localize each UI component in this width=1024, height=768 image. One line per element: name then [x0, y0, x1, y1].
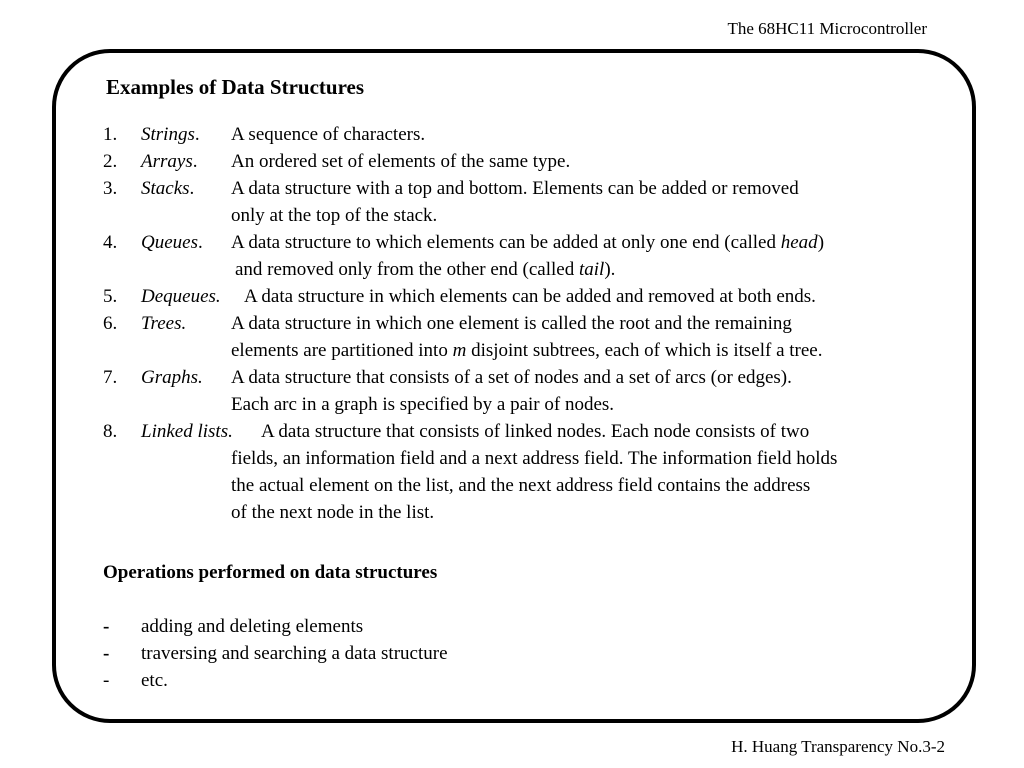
- bullet-item: [0, 613, 1024, 640]
- list-item-continuation: [0, 202, 1024, 229]
- item-term: Strings.: [141, 124, 200, 145]
- list-item-continuation: [0, 472, 1024, 499]
- list-item-continuation: [0, 256, 1024, 283]
- item-description: A data structure to which elements can be added at only one end (called head): [231, 232, 825, 253]
- bullet-text: etc.: [141, 670, 168, 691]
- item-number: 8.: [103, 421, 118, 442]
- list-item: [0, 229, 1024, 256]
- bullet-dash: -: [103, 616, 110, 637]
- item-description-continued: elements are partitioned into m disjoint subtrees, each of which is itself a tree.: [231, 340, 823, 361]
- list-item-continuation: [0, 337, 1024, 364]
- bullet-text: adding and deleting elements: [141, 616, 364, 637]
- slide-footer: H. Huang Transparency No.3-2: [731, 737, 945, 756]
- item-number: 7.: [103, 367, 118, 388]
- slide-title: Examples of Data Structures: [106, 75, 365, 99]
- item-description: An ordered set of elements of the same type.: [231, 151, 571, 172]
- item-description-continued: the actual element on the list, and the next address field contains the address: [231, 475, 811, 496]
- bullet-dash: -: [103, 643, 110, 664]
- item-number: 6.: [103, 313, 118, 334]
- item-description-continued: of the next node in the list.: [231, 502, 435, 523]
- bullet-text: traversing and searching a data structure: [141, 643, 448, 664]
- item-term: Graphs.: [141, 367, 203, 388]
- item-term: Arrays.: [141, 151, 198, 172]
- item-number: 2.: [103, 151, 118, 172]
- list-item: [0, 148, 1024, 175]
- item-description-continued: fields, an information field and a next address field. The information field holds: [231, 448, 838, 469]
- item-description-continued: Each arc in a graph is specified by a pair of nodes.: [231, 394, 615, 415]
- item-term: Stacks.: [141, 178, 195, 199]
- list-item: [0, 418, 1024, 445]
- bullet-item: [0, 667, 1024, 694]
- item-description: A data structure that consists of a set of nodes and a set of arcs (or edges).: [231, 367, 792, 388]
- operations-heading: Operations performed on data structures: [103, 562, 438, 583]
- item-description: A data structure in which one element is called the root and the remaining: [231, 313, 792, 334]
- item-description-continued: and removed only from the other end (called tail).: [235, 259, 616, 280]
- item-term: Trees.: [141, 313, 187, 334]
- list-item-continuation: [0, 391, 1024, 418]
- list-item-continuation: [0, 499, 1024, 526]
- item-number: 1.: [103, 124, 118, 145]
- item-term: Linked lists.: [141, 421, 233, 442]
- item-description: A data structure that consists of linked nodes. Each node consists of two: [261, 421, 810, 442]
- bullet-item: [0, 640, 1024, 667]
- list-item: [0, 175, 1024, 202]
- item-term: Queues.: [141, 232, 203, 253]
- item-description-continued: only at the top of the stack.: [231, 205, 438, 226]
- item-description: A sequence of characters.: [231, 124, 426, 145]
- item-description: A data structure in which elements can be added and removed at both ends.: [244, 286, 816, 307]
- list-item: [0, 310, 1024, 337]
- item-number: 3.: [103, 178, 118, 199]
- item-number: 5.: [103, 286, 118, 307]
- list-item: [0, 121, 1024, 148]
- list-item: [0, 364, 1024, 391]
- item-term: Dequeues.: [141, 286, 221, 307]
- slide-header: The 68HC11 Microcontroller: [727, 19, 927, 38]
- list-item: [0, 283, 1024, 310]
- bullet-dash: -: [103, 670, 110, 691]
- item-description: A data structure with a top and bottom. Elements can be added or removed: [231, 178, 799, 199]
- item-number: 4.: [103, 232, 118, 253]
- list-item-continuation: [0, 445, 1024, 472]
